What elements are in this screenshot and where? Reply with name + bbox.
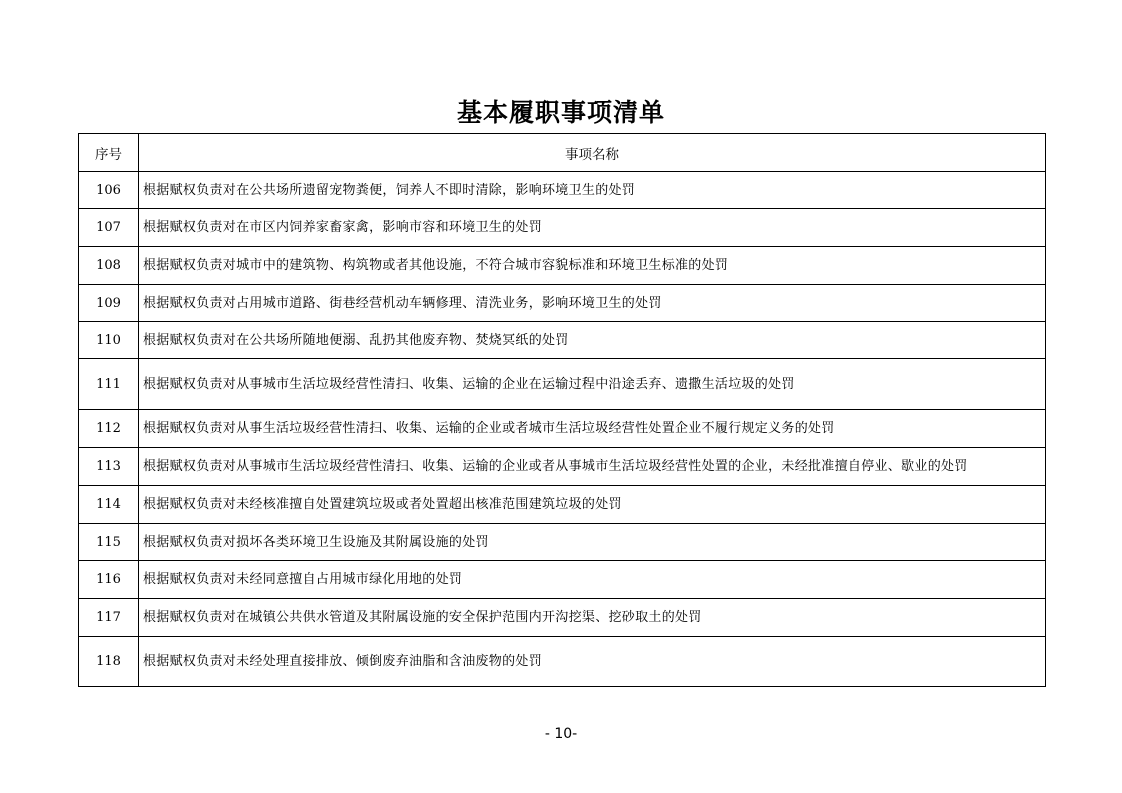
table-row: [79, 599, 1046, 637]
item-name: 根据赋权负责对未经核准擅自处置建筑垃圾或者处置超出核准范围建筑垃圾的处罚: [139, 486, 1046, 524]
item-name: 根据赋权负责对城市中的建筑物、构筑物或者其他设施，不符合城市容貌标准和环境卫生标准的处罚: [139, 247, 1046, 285]
item-name: 根据赋权负责对在公共场所随地便溺、乱扔其他废弃物、焚烧冥纸的处罚: [139, 322, 1046, 359]
row-number: 109: [79, 285, 139, 322]
item-name: 根据赋权负责对在公共场所遗留宠物粪便，饲养人不即时清除，影响环境卫生的处罚: [139, 172, 1046, 209]
table-row: [79, 410, 1046, 448]
column-header-number: 序号: [79, 134, 139, 172]
row-number: 113: [79, 448, 139, 486]
item-name: 根据赋权负责对损坏各类环境卫生设施及其附属设施的处罚: [139, 524, 1046, 561]
row-number: 118: [79, 637, 139, 687]
table-row: [79, 486, 1046, 524]
item-name: 根据赋权负责对从事城市生活垃圾经营性清扫、收集、运输的企业或者从事城市生活垃圾经营性处置的企业，未经批准擅自停业、歇业的处罚: [139, 448, 1046, 486]
item-name: 根据赋权负责对占用城市道路、街巷经营机动车辆修理、清洗业务，影响环境卫生的处罚: [139, 285, 1046, 322]
table-row: [79, 524, 1046, 561]
row-number: 117: [79, 599, 139, 637]
item-name: 根据赋权负责对未经处理直接排放、倾倒废弃油脂和含油废物的处罚: [139, 637, 1046, 687]
document-title: 基本履职事项清单: [456, 98, 665, 127]
row-number: 115: [79, 524, 139, 561]
table-row: [79, 209, 1046, 247]
duty-list-table: [78, 133, 1046, 687]
column-header-item-name: 事项名称: [139, 134, 1046, 172]
item-name: 根据赋权负责对在城镇公共供水管道及其附属设施的安全保护范围内开沟挖渠、挖砂取土的处罚: [139, 599, 1046, 637]
table-row: [79, 247, 1046, 285]
table-row: [79, 637, 1046, 687]
table-row: [79, 359, 1046, 410]
table-row: [79, 561, 1046, 599]
row-number: 110: [79, 322, 139, 359]
row-number: 116: [79, 561, 139, 599]
row-number: 114: [79, 486, 139, 524]
item-name: 根据赋权负责对从事城市生活垃圾经营性清扫、收集、运输的企业在运输过程中沿途丢弃、遗撒生活垃圾的处罚: [139, 359, 1046, 410]
row-number: 112: [79, 410, 139, 448]
item-name: 根据赋权负责对从事生活垃圾经营性清扫、收集、运输的企业或者城市生活垃圾经营性处置企业不履行规定义务的处罚: [139, 410, 1046, 448]
table-row: [79, 448, 1046, 486]
row-number: 111: [79, 359, 139, 410]
row-number: 107: [79, 209, 139, 247]
table-row: [79, 322, 1046, 359]
item-name: 根据赋权负责对在市区内饲养家畜家禽，影响市容和环境卫生的处罚: [139, 209, 1046, 247]
table-header-row: [79, 134, 1046, 172]
row-number: 108: [79, 247, 139, 285]
table-row: [79, 285, 1046, 322]
row-number: 106: [79, 172, 139, 209]
page-number: - 10-: [544, 726, 578, 742]
table-row: [79, 172, 1046, 209]
item-name: 根据赋权负责对未经同意擅自占用城市绿化用地的处罚: [139, 561, 1046, 599]
